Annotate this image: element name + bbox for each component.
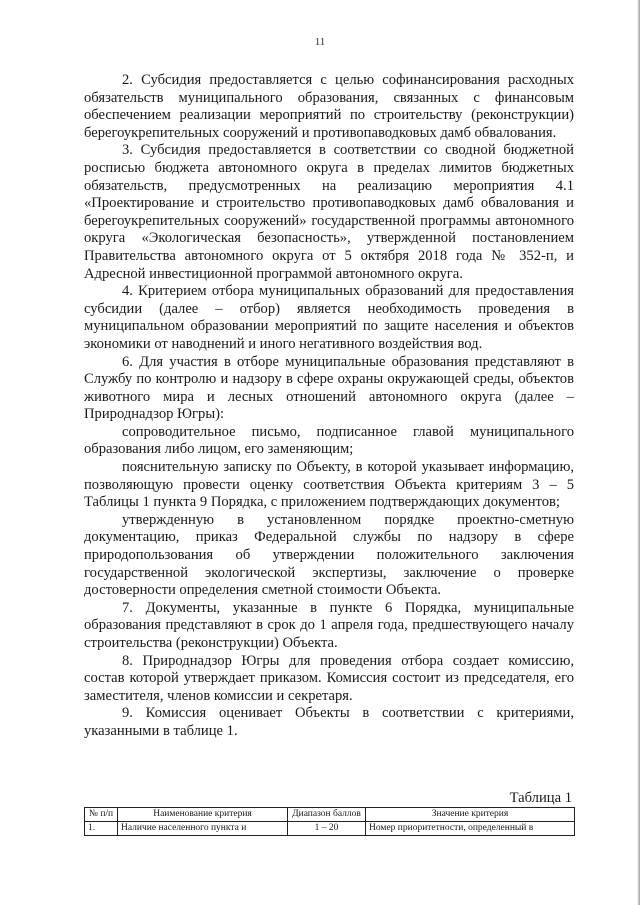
table-caption: Таблица 1 — [509, 790, 572, 806]
criteria-table — [84, 807, 575, 836]
header-num: № п/п — [85, 808, 118, 822]
page-number: 11 — [314, 36, 326, 48]
paragraph-4: 4. Критерием отбора муниципальных образований для предоставления субсидии (далее – отбор) является необходимость проведения в муниципальном образовании мероприятий по защите населения и объектов экономики от наводнений и иного негативного воздействия вод. — [84, 283, 574, 352]
header-name: Наименование критерия — [118, 808, 288, 822]
row-num: 1. — [85, 822, 118, 836]
row-value: Номер приоритетности, определенный в — [366, 822, 575, 836]
header-value: Значение критерия — [366, 808, 575, 822]
paragraph-7: 7. Документы, указанные в пункте 6 Порядка, муниципальные образования представляют в срок до 1 апреля года, предшествующего началу строительства (реконструкции) Объекта. — [84, 599, 574, 651]
paragraph-6-item-docs: утвержденную в установленном порядке проектно-сметную документацию, приказ Федеральной службы по надзору в сфере природопользования об утверждении положительного заключения государственной экологической экспертизы, заключение о проверке достоверности определения сметной стоимости Объекта. — [84, 511, 574, 599]
paragraph-9: 9. Комиссия оценивает Объекты в соответствии с критериями, указанными в таблице 1. — [84, 705, 574, 739]
paragraph-2: 2. Субсидия предоставляется с целью софинансирования расходных обязательств муниципального образования, связанных с финансовым обеспечением реализации мероприятий по строительству (реконструкции) берегоукрепительных сооружений и противопаводковых дамб обвалования. — [84, 72, 574, 141]
paragraph-6: 6. Для участия в отборе муниципальные образования представляют в Службу по контролю и надзору в сфере охраны окружающей среды, объектов животного мира и лесных отношений автономного округа (далее – Природнадзор Югры): — [84, 353, 574, 423]
row-range: 1 – 20 — [288, 822, 366, 836]
paragraph-8: 8. Природнадзор Югры для проведения отбора создает комиссию, состав которой утверждает приказом. Комиссия состоит из председателя, его заместителя, членов комиссии и секретаря. — [84, 652, 574, 704]
paragraph-6-item-note: пояснительную записку по Объекту, в которой указывает информацию, позволяющую провести оценку соответствия Объекта критериям 3 – 5 Таблицы 1 пункта 9 Порядка, с приложением подтверждающих документов; — [84, 459, 574, 511]
paragraph-3: 3. Субсидия предоставляется в соответствии со сводной бюджетной росписью бюджета автономного округа в пределах лимитов бюджетных обязательств, предусмотренных на реализацию мероприятия 4.1 «Проектирование и строительство противопаводковых дамб обвалования и берегоукрепительных сооружений» государственной программы автономного округа «Экологическая безопасность», утвержденной постановлением Правительства автономного округа от 5 октября 2018 года № 352-п, и Адресной инвестиционной программой автономного округа. — [84, 142, 574, 282]
document-body — [84, 72, 574, 741]
header-range: Диапазон баллов — [288, 808, 366, 822]
table-row — [85, 822, 575, 836]
table-header-row — [85, 808, 575, 822]
paragraph-6-item-letter: сопроводительное письмо, подписанное главой муниципального образования либо лицом, его заменяющим; — [84, 423, 574, 458]
row-name: Наличие населенного пункта и — [118, 822, 288, 836]
